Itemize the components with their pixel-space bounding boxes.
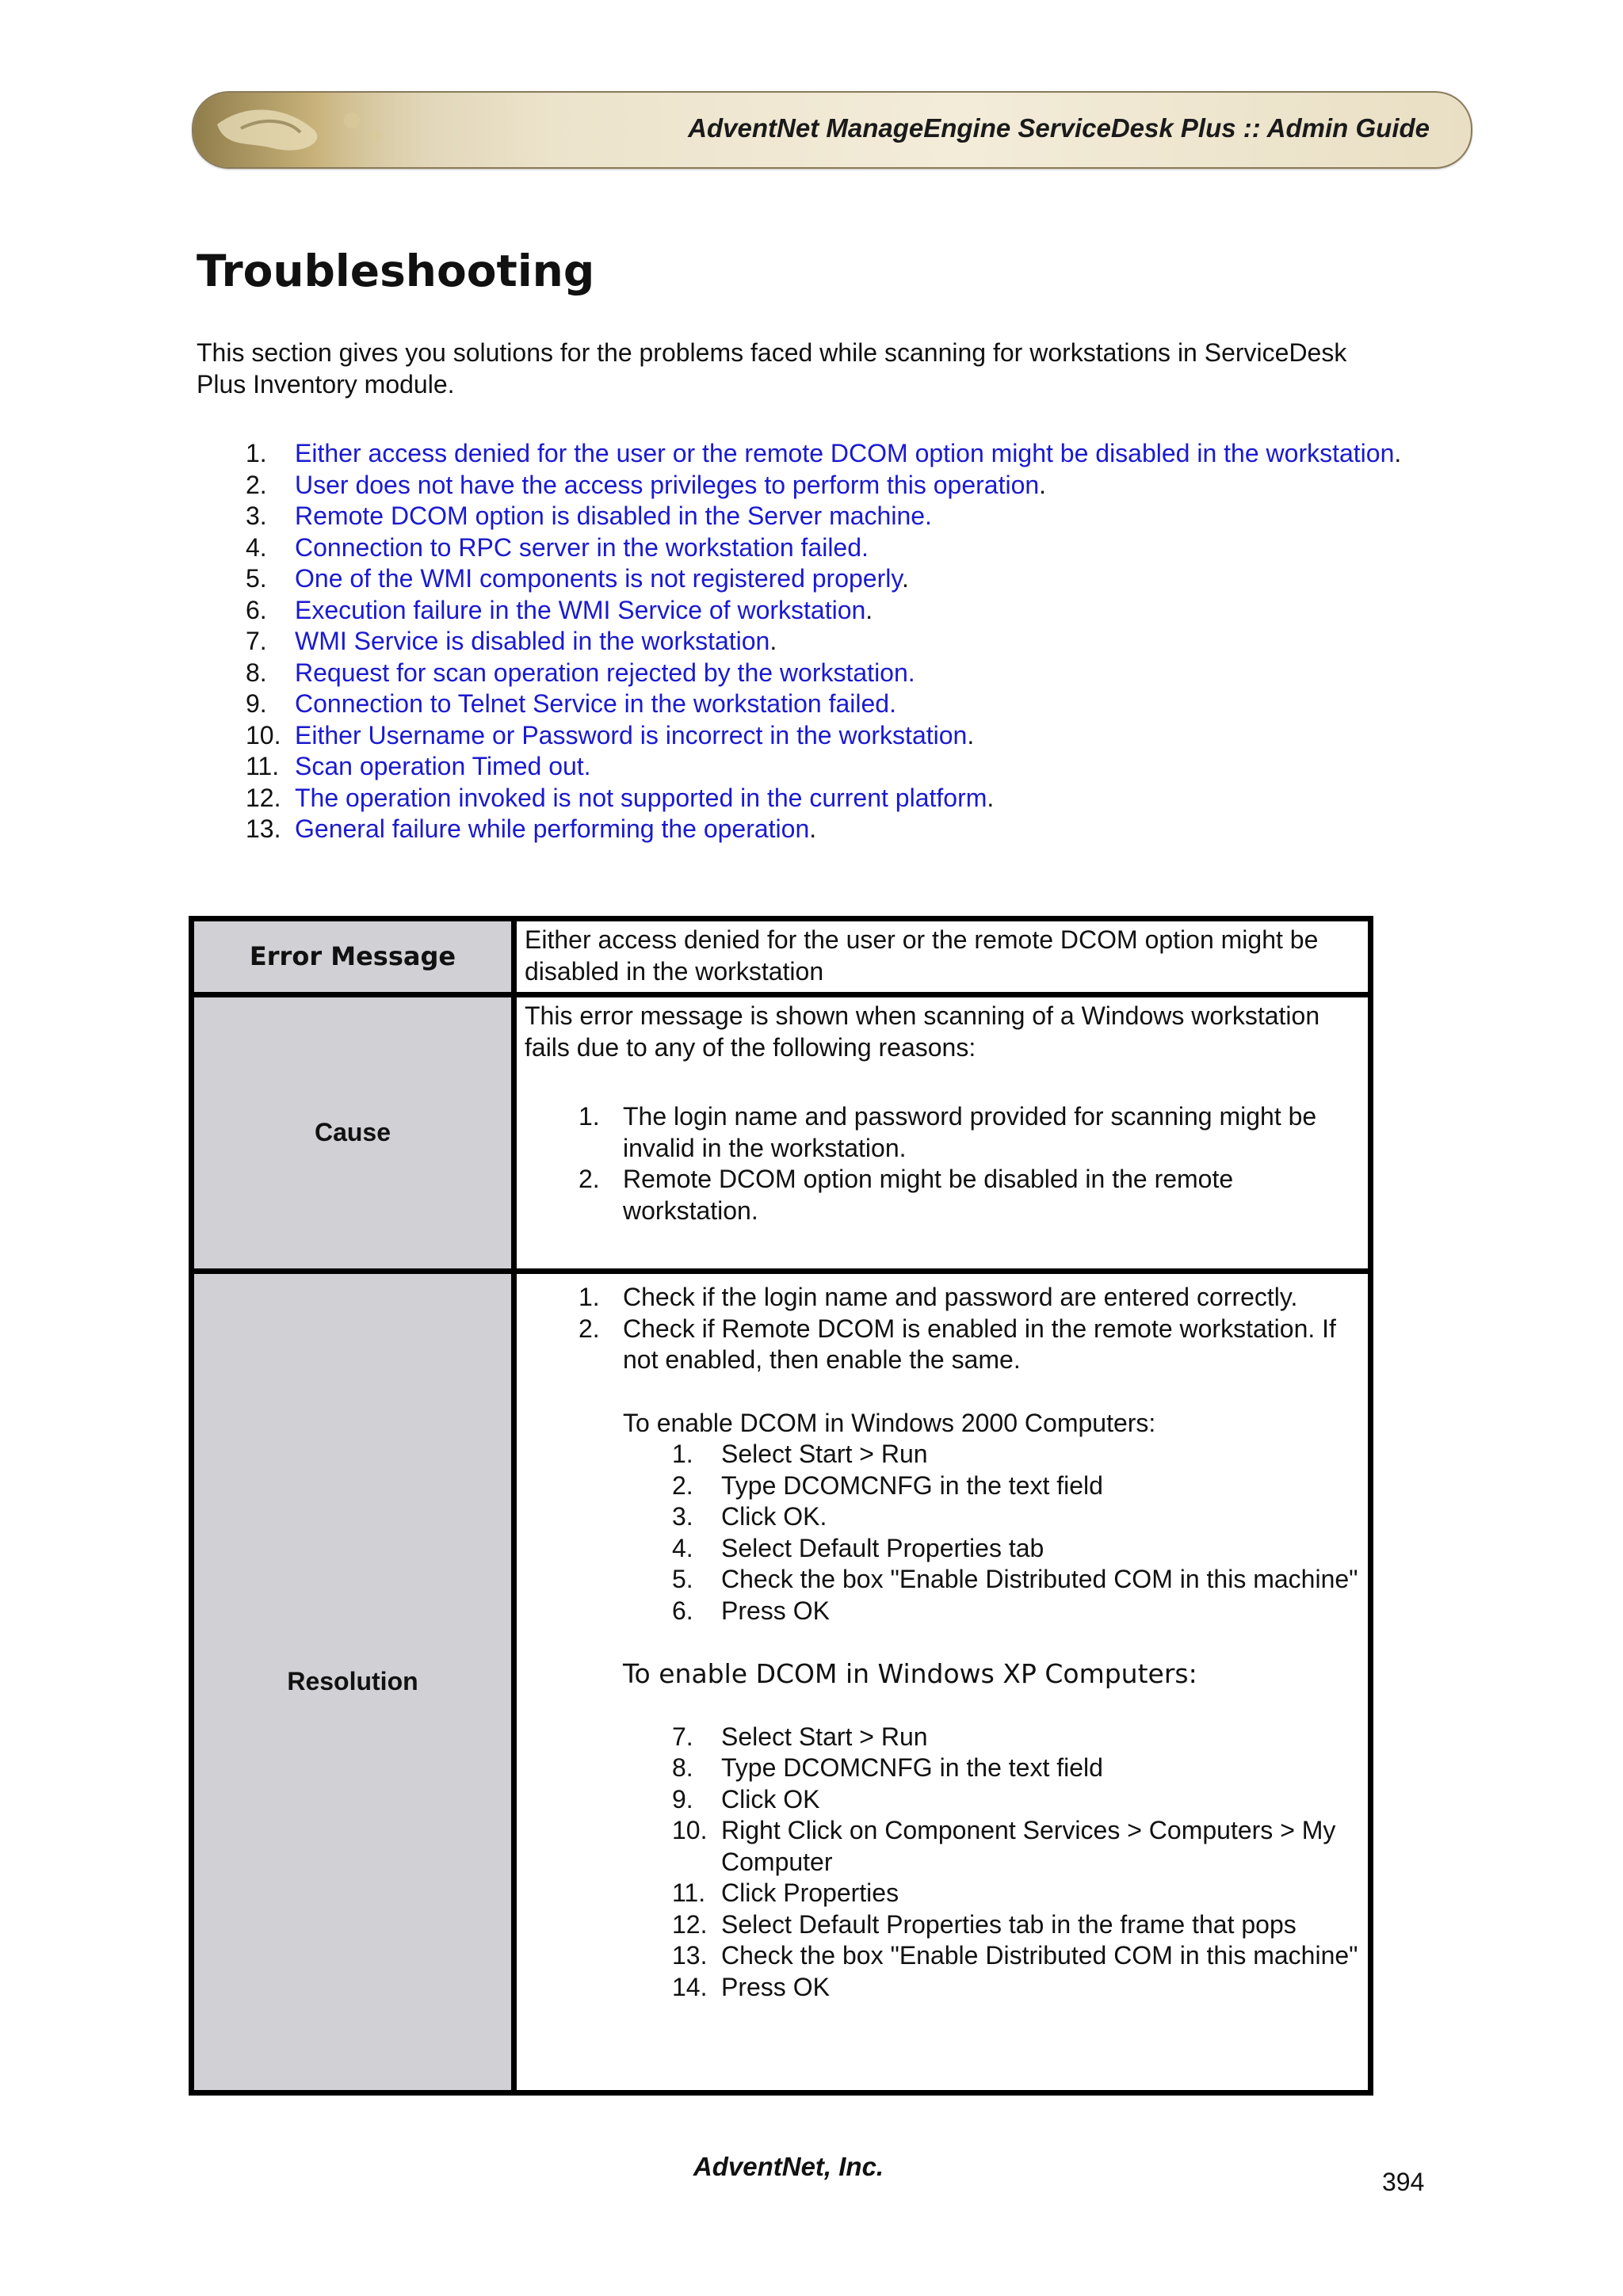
issue-text [295,595,1417,627]
header-title: AdventNet ManageEngine ServiceDesk Plus :: Admin Guide [688,113,1430,143]
winxp-step-text: Select Default Properties tab in the frame that pops [721,1909,1296,1939]
issue-text [295,783,1417,814]
issue-number: 5. [246,564,267,593]
issue-link[interactable]: Either Username or Password is incorrect in the workstation [295,720,968,749]
issue-link[interactable]: Connection to RPC server in the workstation failed. [295,532,869,562]
issue-number: 3. [246,502,267,530]
issue-item [197,751,1417,783]
issue-trailing-punct: . [987,783,995,812]
issue-number: 11. [246,752,280,780]
issue-number: 9. [246,689,267,718]
issue-number: 4. [246,532,267,562]
issue-trailing-punct: . [1394,439,1402,467]
resolution-list [525,1282,1358,1376]
issue-text [295,501,1417,532]
winxp-step-text: Press OK [721,1972,830,2001]
error-message-label: Error Message [194,921,517,997]
cause-label: Cause [194,997,517,1274]
winxp-step [623,1909,1358,1941]
issue-link[interactable]: Remote DCOM option is disabled in the Server machine. [295,502,932,530]
win2000-step-number: 1. [672,1440,693,1468]
issue-item [197,532,1417,564]
winxp-step-number: 11. [672,1878,706,1907]
cause-item-number: 2. [579,1165,600,1193]
cause-item-text: Remote DCOM option might be disabled in the remote workstation. [623,1165,1234,1225]
issue-link[interactable]: User does not have the access privileges to perform this operation [295,470,1040,499]
footer-company: AdventNet, Inc. [693,2152,884,2181]
issue-text [295,814,1417,845]
issue-text [295,658,1417,689]
winxp-heading: To enable DCOM in Windows XP Computers: [623,1658,1197,1689]
winxp-step [623,1784,1358,1816]
page-title: Troubleshooting [197,246,595,296]
issue-trailing-punct: . [901,564,909,593]
winxp-step [623,1722,1358,1753]
issue-number: 7. [246,627,267,655]
cause-list [525,1101,1358,1226]
winxp-step-text: Type DCOMCNFG in the text field [721,1753,1103,1782]
banner-decoration [193,93,463,167]
issue-link[interactable]: Request for scan operation rejected by the workstation. [295,658,915,687]
win2000-step-text: Select Start > Run [721,1440,928,1468]
issue-trailing-punct: . [1039,470,1047,499]
issue-item [197,658,1417,689]
issue-item [197,501,1417,532]
win2000-step-number: 6. [672,1596,693,1625]
win2000-steps [525,1439,1358,1627]
issue-trailing-punct: . [769,627,777,655]
winxp-step-number: 14. [672,1972,708,2001]
issue-link[interactable]: Execution failure in the WMI Service of workstation [295,595,866,624]
issue-item [197,563,1417,595]
issue-item [197,438,1417,470]
win2000-step [623,1564,1358,1596]
win2000-step-number: 3. [672,1502,693,1531]
cause-item [525,1164,1358,1226]
issue-number: 6. [246,595,267,624]
cause-item-number: 1. [579,1102,600,1131]
resolution-label: Resolution [194,1274,517,2090]
issue-link[interactable]: General failure while performing the operation [295,814,810,843]
issue-link[interactable]: Either access denied for the user or the remote DCOM option might be disabled in the workstation [295,439,1395,467]
issue-number: 10. [246,720,281,749]
issue-link[interactable]: Scan operation Timed out. [295,752,591,780]
winxp-step-text: Click OK [721,1784,820,1814]
resolution-item-number: 2. [579,1314,600,1343]
issue-item [197,470,1417,502]
winxp-step [623,1753,1358,1784]
win2000-step-text: Check the box "Enable Distributed COM in this machine" [721,1565,1358,1593]
issue-item [197,595,1417,627]
win2000-step [623,1533,1358,1565]
resolution-item-number: 1. [579,1283,600,1311]
page-number: 394 [1382,2168,1425,2196]
resolution-item [525,1314,1358,1376]
winxp-step-text: Click Properties [721,1878,899,1907]
winxp-step [623,1972,1358,2004]
issue-number: 13. [246,814,281,843]
resolution-item-text: Check if the login name and password are entered correctly. [623,1283,1298,1311]
issue-text [295,438,1417,470]
win2000-step-text: Select Default Properties tab [721,1533,1044,1562]
win2000-step [623,1439,1358,1470]
win2000-step-number: 5. [672,1565,693,1593]
intro-paragraph: This section gives you solutions for the problems faced while scanning for workstations in ServiceDesk Plus Inventory module. [197,338,1347,399]
winxp-step-number: 8. [672,1753,693,1782]
winxp-step [623,1940,1358,1972]
resolution-item [525,1282,1358,1314]
winxp-step-number: 7. [672,1722,693,1751]
issue-text [295,626,1417,658]
issue-item [197,783,1417,814]
issue-item [197,626,1417,658]
issue-number: 1. [246,439,267,467]
win2000-step-text: Press OK [721,1596,830,1625]
issue-link[interactable]: Connection to Telnet Service in the workstation failed. [295,689,896,718]
issue-link[interactable]: WMI Service is disabled in the workstation [295,627,770,655]
win2000-step [623,1470,1358,1502]
error-message-text: Either access denied for the user or the remote DCOM option might be disabled in the workstation [517,921,1368,997]
winxp-steps [525,1722,1358,2004]
cause-intro: This error message is shown when scanning of a Windows workstation fails due to any of the following reasons: [525,1001,1320,1062]
win2000-step [623,1501,1358,1533]
troubleshooting-table [189,916,1373,2096]
issue-number: 8. [246,658,267,687]
issue-text [295,720,1417,752]
winxp-step-text: Select Start > Run [721,1722,928,1751]
issue-number: 12. [246,783,281,812]
win2000-step [623,1596,1358,1627]
issue-text [295,532,1417,564]
winxp-step-text: Check the box "Enable Distributed COM in this machine" [721,1941,1358,1970]
issue-trailing-punct: . [865,595,873,624]
winxp-step [623,1878,1358,1909]
winxp-step-number: 13. [672,1941,708,1970]
winxp-step-text: Right Click on Component Services > Computers > My Computer [721,1816,1336,1876]
winxp-step-number: 9. [672,1784,693,1814]
issue-link[interactable]: The operation invoked is not supported in the current platform [295,783,987,812]
issue-link[interactable]: One of the WMI components is not registered properly [295,564,902,593]
resolution-cell [517,1274,1368,2090]
win2000-step-number: 2. [672,1470,693,1500]
issue-trailing-punct: . [967,720,975,749]
win2000-step-text: Type DCOMCNFG in the text field [721,1470,1103,1500]
issue-text [295,470,1417,502]
cause-item-text: The login name and password provided for scanning might be invalid in the workstation. [623,1102,1317,1162]
win2000-step-number: 4. [672,1533,693,1562]
issue-item [197,720,1417,752]
issue-list [197,438,1417,845]
issue-text [295,751,1417,783]
win2000-heading: To enable DCOM in Windows 2000 Computers: [623,1408,1156,1437]
issue-trailing-punct: . [809,814,817,843]
winxp-step-number: 10. [672,1816,708,1844]
resolution-item-text: Check if Remote DCOM is enabled in the remote workstation. If not enabled, then enable the same. [623,1314,1336,1374]
issue-item [197,814,1417,845]
issue-number: 2. [246,470,267,499]
issue-text [295,688,1417,720]
winxp-step-number: 12. [672,1909,708,1939]
cause-item [525,1101,1358,1164]
header-banner [192,91,1472,169]
issue-text [295,563,1417,595]
cause-cell [517,997,1368,1274]
win2000-step-text: Click OK. [721,1502,827,1531]
winxp-step [623,1815,1358,1878]
issue-item [197,688,1417,720]
